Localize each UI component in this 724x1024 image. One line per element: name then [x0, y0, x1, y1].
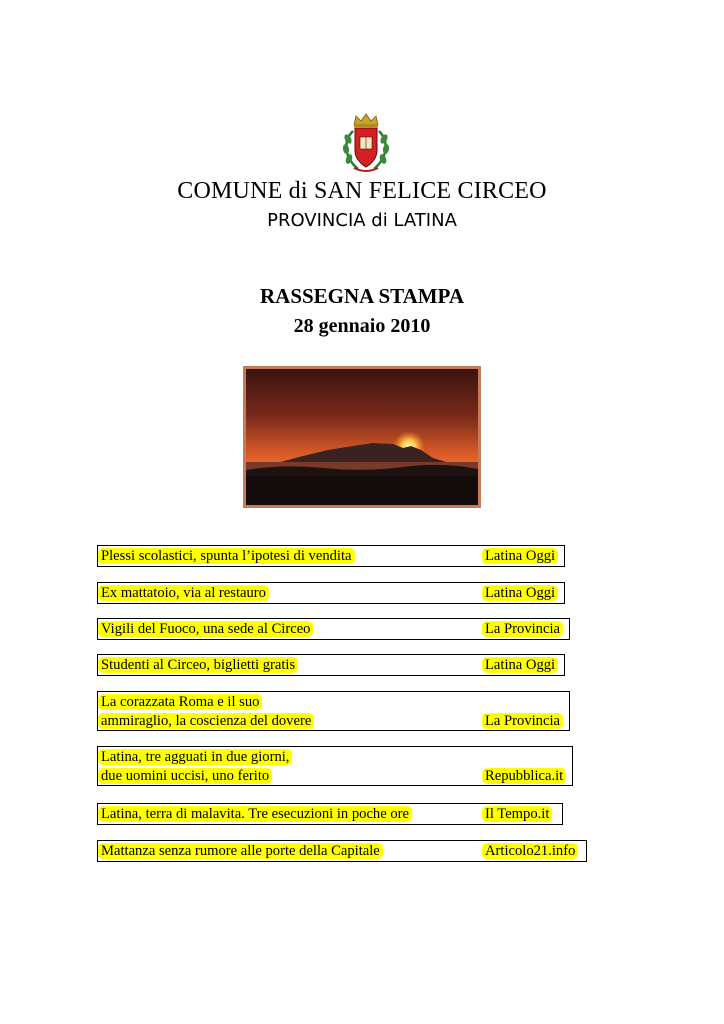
article-row[interactable]: [97, 618, 570, 640]
article-source: Latina Oggi: [482, 548, 558, 564]
sunset-photo: [243, 366, 481, 508]
article-headline[interactable]: Ex mattatoio, via al restauro: [98, 585, 269, 601]
article-source: La Provincia: [482, 621, 563, 637]
article-source: Il Tempo.it: [482, 806, 552, 822]
page-title: COMUNE di SAN FELICE CIRCEO: [177, 178, 547, 204]
page-subtitle: PROVINCIA di LATINA: [267, 210, 457, 231]
article-source: Articolo21.info: [482, 843, 578, 859]
article-headline[interactable]: ammiraglio, la coscienza del dovere: [98, 713, 314, 729]
article-headline[interactable]: La corazzata Roma e il suo: [98, 694, 262, 710]
article-headline[interactable]: Studenti al Circeo, biglietti gratis: [98, 657, 298, 673]
article-source: La Provincia: [482, 713, 563, 729]
coat-of-arms-icon: [340, 113, 392, 175]
article-source: Latina Oggi: [482, 585, 558, 601]
article-row[interactable]: [97, 840, 587, 862]
article-row[interactable]: [97, 582, 565, 604]
article-row[interactable]: [97, 803, 563, 825]
article-headline[interactable]: Latina, tre agguati in due giorni,: [98, 749, 292, 765]
article-headline[interactable]: Plessi scolastici, spunta l’ipotesi di vendita: [98, 548, 355, 564]
press-date: 28 gennaio 2010: [293, 315, 431, 337]
article-headline[interactable]: Latina, terra di malavita. Tre esecuzioni in poche ore: [98, 806, 412, 822]
article-headline[interactable]: Mattanza senza rumore alle porte della Capitale: [98, 843, 383, 859]
section-heading: RASSEGNA STAMPA: [259, 284, 464, 308]
article-source: Repubblica.it: [482, 768, 566, 784]
article-row[interactable]: [97, 654, 565, 676]
article-headline[interactable]: Vigili del Fuoco, una sede al Circeo: [98, 621, 313, 637]
article-source: Latina Oggi: [482, 657, 558, 673]
article-row[interactable]: [97, 545, 565, 567]
article-row[interactable]: [97, 746, 573, 786]
article-row[interactable]: [97, 691, 570, 731]
article-headline[interactable]: due uomini uccisi, uno ferito: [98, 768, 272, 784]
